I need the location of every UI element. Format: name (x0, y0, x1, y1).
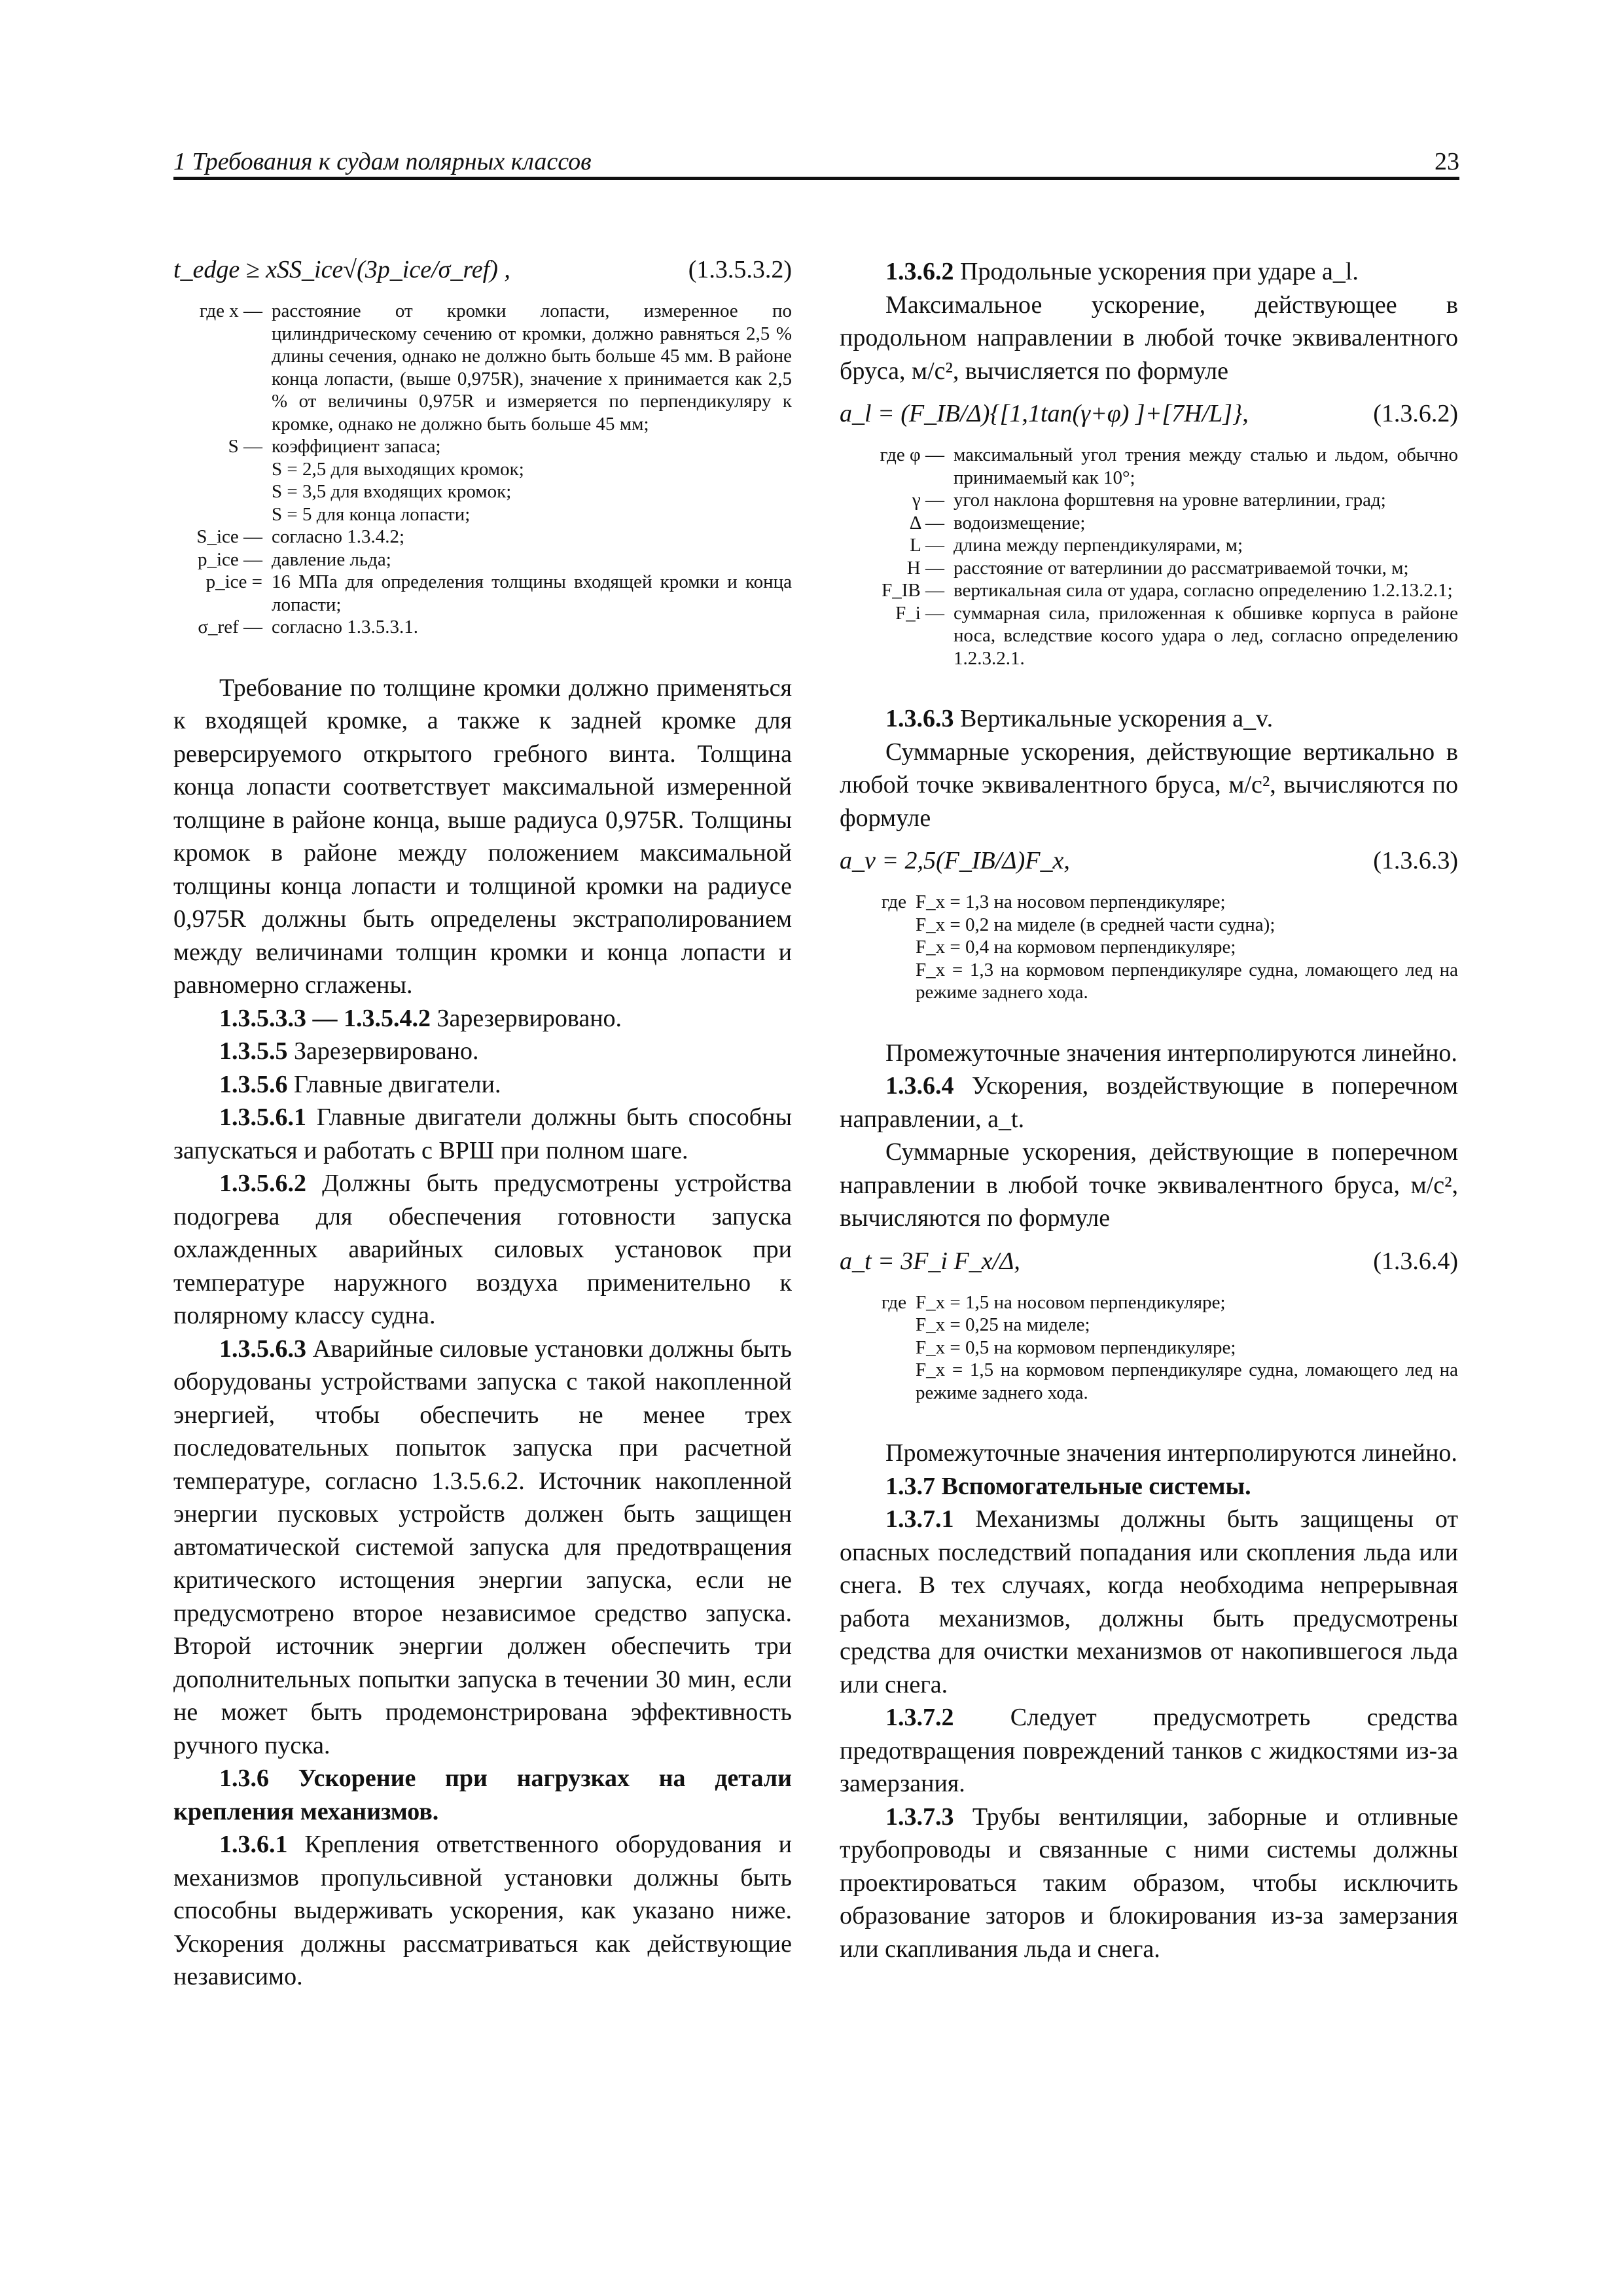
section-paragraph (840, 1069, 1458, 1136)
definition-symbol: L — (910, 535, 944, 556)
formula-expression: a_l = (F_IB/Δ){[1,1tan(γ+φ) ]+[7H/L]}, (840, 400, 1249, 427)
body-paragraph: Максимальное ускорение, действующее в продольном направлении в любой точке эквивалентного бруса, м/с², вычисляется по формуле (840, 291, 1458, 385)
definition-symbol (840, 1336, 916, 1359)
definition-row (173, 548, 792, 571)
definition-row (840, 534, 1458, 557)
definition-row (840, 936, 1458, 959)
section-number: 1.3.6.1 (219, 1831, 288, 1858)
section-number: 1.3.5.6 (219, 1070, 288, 1098)
definition-symbol: S_ice — (196, 526, 262, 547)
spacer (840, 1235, 1458, 1247)
section-number: 1.3.5.3.3 — 1.3.5.4.2 (219, 1004, 431, 1032)
page-number: 23 (1435, 148, 1459, 175)
paragraph-text: Трубы вентиляции, заборные и отливные трубопроводы и связанные с ними системы должны проектироваться таким образом, чтобы исключить образование заторов и блокирования из-за замерзания или скапливания льда и снега. (840, 1803, 1458, 1963)
formula-number: (1.3.6.3) (1373, 847, 1458, 874)
definition-text: давление льда; (272, 548, 391, 570)
formula-definitions (840, 444, 1458, 670)
formula-number: (1.3.5.3.2) (688, 256, 792, 283)
body-paragraph: Промежуточные значения интерполируются линейно. (885, 1439, 1457, 1467)
definition-symbol: H — (906, 557, 944, 579)
definition-row (840, 959, 1458, 1004)
paragraph-text: Следует предусмотреть средства предотвращения повреждений танков с жидкостями из-за замерзания. (840, 1704, 1458, 1797)
definition-row (173, 300, 792, 435)
running-header (173, 147, 1459, 177)
section-paragraph (173, 1002, 792, 1035)
section-number: 1.3.5.6.2 (219, 1170, 306, 1197)
definition-text: расстояние от кромки лопасти, измеренное по цилиндрическому сечению от кромки, должно равняться 2,5 % длины сечения, однако не должно быть больше 45 мм. В районе конца лопасти, (выше 0,975R), значение x принимается как 2,5 % от величины 0,975R и измеряется по перпендикуляру к кромке, однако не должно быть больше 45 мм; (272, 300, 792, 435)
section-paragraph (173, 1333, 792, 1763)
definition-text: F_x = 0,5 на кормовом перпендикуляре; (916, 1336, 1236, 1358)
section-heading (840, 1470, 1458, 1503)
formula-1-3-6-4 (840, 1247, 1458, 1282)
definition-symbol (840, 936, 916, 959)
section-paragraph (173, 1101, 792, 1167)
definition-subitem: S = 5 для конца лопасти; (272, 503, 471, 525)
section-number: 1.3.5.5 (219, 1037, 288, 1065)
definition-symbol (840, 914, 916, 937)
paragraph-text: Ускорения, воздействующие в поперечном направлении, a_t. (840, 1072, 1458, 1133)
definition-text: F_x = 0,4 на кормовом перпендикуляре; (916, 937, 1236, 958)
definition-row (173, 616, 792, 639)
definition-symbol: p_ice = (205, 571, 262, 592)
definition-row (840, 579, 1458, 602)
formula-1-3-5-3-2 (173, 255, 792, 291)
section-paragraph (173, 1068, 792, 1102)
formula-1-3-6-3 (840, 846, 1458, 882)
paragraph-text: Должны быть предусмотрены устройства подогрева для обеспечения готовности запуска охлажденных аварийных силовых установок при температуре наружного воздуха применительно к полярному классу судна. (173, 1170, 792, 1329)
body-paragraph: Промежуточные значения интерполируются линейно. (885, 1039, 1457, 1067)
definition-symbol (840, 1314, 916, 1336)
paragraph-text: Главные двигатели должны быть способны запускаться и работать с ВРШ при полном шаге. (173, 1103, 792, 1164)
section-number: 1.3.5.6.3 (219, 1335, 306, 1363)
section-number: 1.3.7.1 (885, 1505, 954, 1533)
section-heading-text: 1.3.6 Ускорение при нагрузках на детали крепления механизмов. (173, 1765, 792, 1825)
definition-text: F_x = 1,3 на носовом перпендикуляре; (916, 891, 1226, 912)
paragraph-text: Продольные ускорения при ударе a_l. (954, 258, 1359, 285)
definition-row (840, 914, 1458, 937)
definition-text: водоизмещение; (954, 512, 1086, 533)
spacer (840, 834, 1458, 846)
definition-text: F_x = 1,5 на носовом перпендикуляре; (916, 1291, 1226, 1313)
left-column (173, 255, 792, 1994)
section-heading-text: 1.3.7 Вспомогательные системы. (885, 1472, 1251, 1500)
body-paragraph: Суммарные ускорения, действующие вертикально в любой точке эквивалентного бруса, м/с², вычисляются по формуле (840, 738, 1458, 832)
definition-symbol: p_ice — (197, 548, 262, 570)
paragraph-text: Крепления ответственного оборудования и механизмов пропульсивной установки должны быть способны выдерживать ускорения, как указано ниже. Ускорения должны рассматриваться как действующие независимо. (173, 1831, 792, 1990)
paragraph-text: Зарезервировано. (431, 1004, 622, 1032)
definition-subitem: S = 3,5 для входящих кромок; (272, 481, 512, 502)
definition-text: расстояние от ватерлинии до рассматриваемой точки, м; (954, 557, 1409, 579)
section-paragraph (840, 1503, 1458, 1701)
body-paragraph: Суммарные ускорения, действующие в поперечном направлении в любой точке эквивалентного бруса, м/с², вычисляются по формуле (840, 1138, 1458, 1232)
definition-symbol (840, 959, 916, 1004)
formula-expression: a_t = 3F_i F_x/Δ, (840, 1247, 1020, 1275)
definition-symbol: F_i — (895, 602, 944, 624)
formula-number: (1.3.6.4) (1373, 1247, 1458, 1275)
formula-number: (1.3.6.2) (1373, 400, 1458, 427)
definition-subitem: S = 2,5 для выходящих кромок; (272, 458, 524, 480)
definition-row (840, 1291, 1458, 1314)
paragraph-text: Зарезервировано. (287, 1037, 479, 1065)
definition-symbol: F_IB — (882, 580, 944, 601)
definition-text: F_x = 0,25 на миделе; (916, 1314, 1090, 1335)
section-paragraph (840, 255, 1458, 289)
section-paragraph (173, 1828, 792, 1994)
definition-symbol: где φ — (880, 444, 944, 465)
formula-1-3-6-2 (840, 399, 1458, 435)
section-number: 1.3.5.6.1 (219, 1103, 306, 1131)
header-rule (173, 177, 1459, 180)
definition-row (840, 891, 1458, 914)
definition-symbol: Δ — (909, 512, 944, 533)
definition-text: F_x = 0,2 на миделе (в средней части судна); (916, 914, 1275, 935)
section-heading (173, 1762, 792, 1828)
section-number: 1.3.6.2 (885, 258, 954, 285)
section-paragraph (840, 1701, 1458, 1801)
spacer (840, 387, 1458, 399)
body-paragraph (173, 672, 792, 1002)
definition-row (840, 1314, 1458, 1336)
paragraph-text: Главные двигатели. (287, 1070, 501, 1098)
definition-text: угол наклона форштевня на уровне ватерлинии, град; (954, 490, 1386, 511)
formula-expression: a_v = 2,5(F_IB/Δ)F_x, (840, 847, 1070, 874)
definition-symbol (840, 1359, 916, 1404)
paragraph-text: Механизмы должны быть защищены от опасных последствий попадания или скопления льда или снега. В тех случаях, когда необходима непрерывная работа механизмов, должны быть предусмотрены средства для очистки механизмов от накопившегося льда или снега. (840, 1505, 1458, 1698)
definition-row (840, 489, 1458, 512)
definition-row (840, 557, 1458, 580)
definition-symbol: σ_ref — (198, 617, 262, 637)
definition-row (840, 444, 1458, 489)
definition-row (173, 435, 792, 458)
definition-text: 16 МПа для определения толщины входящей кромки и конца лопасти; (272, 571, 792, 615)
definition-text: вертикальная сила от удара, согласно определению 1.2.13.2.1; (954, 580, 1453, 601)
definition-symbol: где (881, 1291, 906, 1313)
section-paragraph (840, 702, 1458, 736)
formula-definitions (840, 1291, 1458, 1405)
definition-text: F_x = 1,3 на кормовом перпендикуляре судна, ломающего лед на режиме заднего хода. (916, 959, 1458, 1003)
formula-definitions (173, 300, 792, 639)
definition-row (173, 526, 792, 548)
formula-definitions (840, 891, 1458, 1004)
right-column (840, 255, 1458, 1965)
section-paragraph (173, 1035, 792, 1068)
running-title: 1 Требования к судам полярных классов (173, 148, 592, 175)
definition-symbol: S — (228, 436, 262, 457)
section-number: 1.3.7.2 (885, 1704, 954, 1731)
section-number: 1.3.6.4 (885, 1072, 954, 1100)
definition-text: суммарная сила, приложенная к обшивке корпуса в районе носа, вследствие косого удара о лед, согласно определению 1.2.3.2.1. (954, 602, 1458, 669)
definition-row (840, 1336, 1458, 1359)
definition-text: коэффициент запаса; (272, 436, 441, 457)
definition-row (173, 571, 792, 616)
definition-symbol: где x — (199, 300, 262, 321)
definition-row (840, 602, 1458, 670)
definition-symbol: где (881, 891, 906, 912)
definition-text: F_x = 1,5 на кормовом перпендикуляре судна, ломающего лед на режиме заднего хода. (916, 1359, 1458, 1403)
paragraph-text: Требование по толщине кромки должно применяться к входящей кромке, а также к задней кромке для реверсируемого открытого гребного винта. Толщина конца лопасти соответствует максимальной измеренной толщине в районе конца, выше радиуса 0,975R. Толщины кромок в районе между положением максимальной толщины конца лопасти и толщиной кромки на радиусе 0,975R должны быть определены экстраполированием между величинами толщин кромки и конца лопасти и равномерно сглажены. (173, 673, 792, 999)
section-paragraph (173, 1167, 792, 1333)
definition-text: длина между перпендикулярами, м; (954, 535, 1243, 556)
definition-row (840, 512, 1458, 535)
definition-text: согласно 1.3.4.2; (272, 526, 405, 547)
paragraph-text: Аварийные силовые установки должны быть оборудованы устройствами запуска с такой накопленной энергией, чтобы обеспечить не менее трех последовательных попыток запуска при расчетной температуре, согласно 1.3.5.6.2. Источник накопленной энергии пусковых устройств должен быть защищен автоматической системой запуска для предотвращения критического истощения энергии запуска, если не предусмотрено второе независимое средство запуска. Второй источник энергии должен обеспечить три дополнительных попытки запуска в течении 30 мин, если не может быть продемонстрирована эффективность ручного пуска. (173, 1335, 792, 1759)
section-paragraph (840, 1801, 1458, 1966)
section-number: 1.3.7.3 (885, 1803, 954, 1831)
definition-row (840, 1359, 1458, 1404)
definition-text: максимальный угол трения между сталью и льдом, обычно принимаемый как 10°; (954, 444, 1458, 488)
definition-symbol: γ — (912, 490, 944, 511)
section-number: 1.3.6.3 (885, 705, 954, 732)
formula-expression: t_edge ≥ xSS_ice√(3p_ice/σ_ref) , (173, 256, 510, 283)
paragraph-text: Вертикальные ускорения a_v. (954, 705, 1274, 732)
definition-text: согласно 1.3.5.3.1. (272, 617, 419, 637)
